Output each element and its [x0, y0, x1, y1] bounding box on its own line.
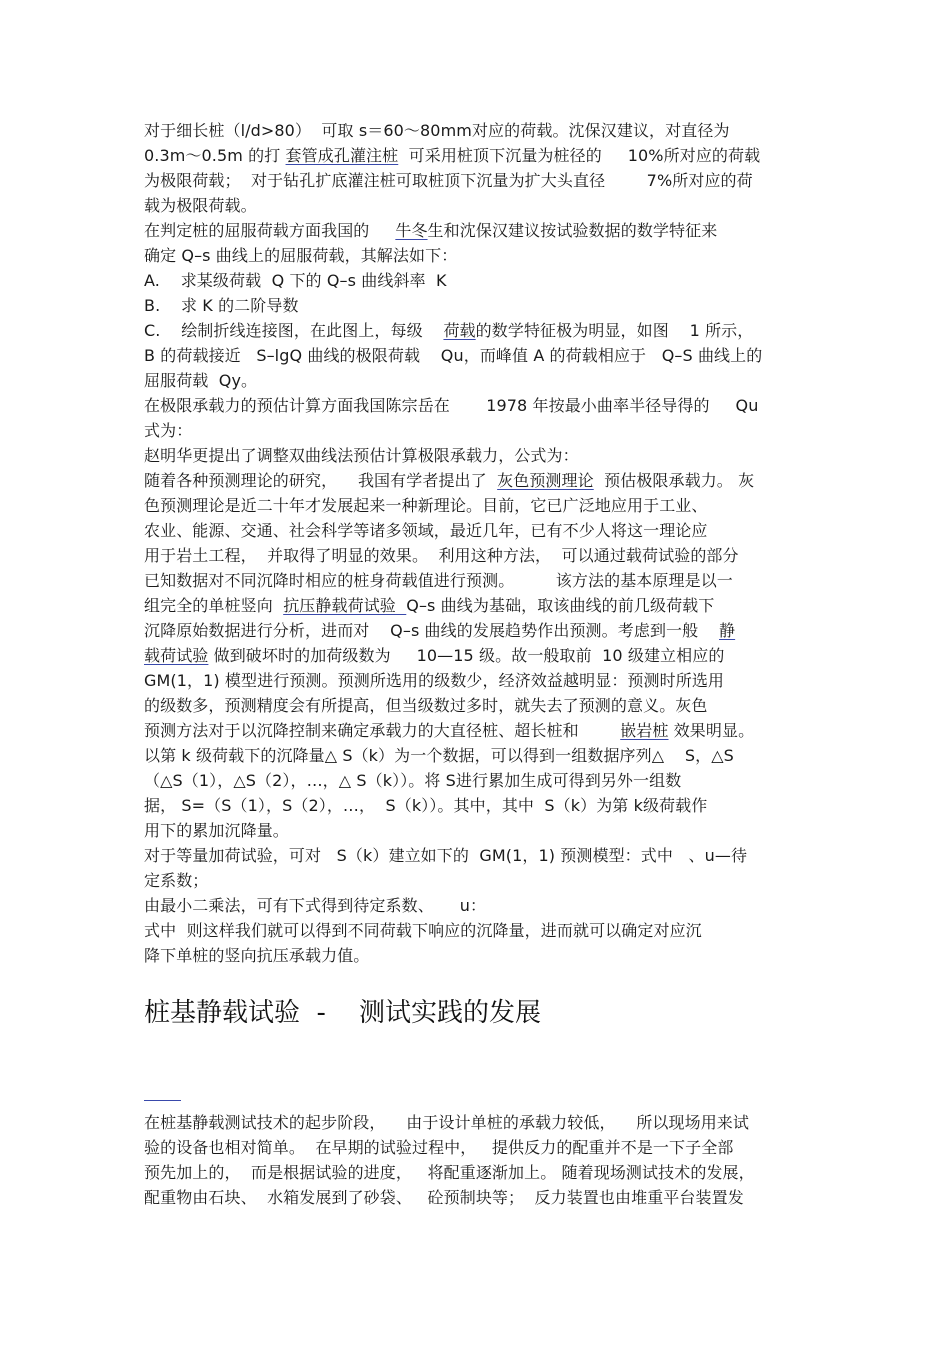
- text-line: 对于等量加荷试验，可对 S（k）建立如下的 GM(1，1) 预测模型：式中 、u—待: [144, 846, 748, 865]
- text-line: GM(1，1) 模型进行预测。预测所选用的级数少，经济效益越明显：预测时所选用: [144, 671, 725, 690]
- text-span: 效果明显。: [668, 721, 755, 740]
- text-line: [144, 643, 724, 668]
- text-line: 式为：: [144, 421, 193, 440]
- text-line: 确定 Q–s 曲线上的屈服荷载，其解法如下：: [144, 246, 458, 265]
- link-niu-dong[interactable]: 牛冬: [395, 221, 428, 240]
- text-line: 验的设备也相对简单。 在早期的试验过程中， 提供反力的配重并不是一下子全部: [144, 1138, 734, 1157]
- text-line: 以第 k 级荷载下的沉降量△ S（k）为一个数据，可以得到一组数据序列△ S，△S: [144, 746, 734, 765]
- text-line: 预先加上的， 而是根据试验的进度， 将配重逐渐加上。 随着现场测试技术的发展，: [144, 1163, 755, 1182]
- text-line: 色预测理论是近二十年才发展起来一种新理论。目前，它已广泛地应用于工业、: [144, 496, 708, 515]
- divider-rule: [144, 1100, 181, 1101]
- link-static-load-test-cont[interactable]: 载荷试验: [144, 646, 209, 665]
- text-span: 生和沈保汉建议按试验数据的数学特征来: [427, 221, 718, 240]
- text-line: [144, 718, 754, 743]
- text-line: 屈服荷载 Qy。: [144, 371, 258, 390]
- text-line: 载为极限荷载。: [144, 196, 257, 215]
- text-span: 组完全的单桩竖向: [144, 596, 284, 615]
- link-casing-bored-pile[interactable]: 套管成孔灌注桩: [285, 146, 399, 165]
- text-line: [144, 143, 760, 168]
- text-line: 配重物由石块、 水箱发展到了砂袋、 砼预制块等； 反力装置也由堆重平台装置发: [144, 1188, 744, 1207]
- link-grey-prediction-theory[interactable]: 灰色预测理论: [497, 471, 594, 490]
- link-rock-socketed-pile[interactable]: 嵌岩桩: [620, 721, 669, 740]
- text-line: 由最小二乘法，可有下式得到待定系数、 u：: [144, 896, 487, 915]
- text-span: 可采用桩顶下沉量为桩径的 10%所对应的荷载: [398, 146, 761, 165]
- text-line: 在极限承载力的预估计算方面我国陈宗岳在 1978 年按最小曲率半径导得的 Qu: [144, 396, 759, 415]
- text-span: 预测方法对于以沉降控制来确定承载力的大直径桩、超长桩和: [144, 721, 621, 740]
- text-line: 为极限荷载； 对于钻孔扩底灌注桩可取桩顶下沉量为扩大头直径 7%所对应的荷: [144, 171, 753, 190]
- text-line: 定系数；: [144, 871, 209, 890]
- text-line: [144, 618, 735, 643]
- text-line: 用于岩土工程， 并取得了明显的效果。 利用这种方法， 可以通过载荷试验的部分: [144, 546, 739, 565]
- text-span: 随着各种预测理论的研究， 我国有学者提出了: [144, 471, 498, 490]
- text-line: 用下的累加沉降量。: [144, 821, 289, 840]
- link-compression-static-load-test[interactable]: 抗压静载荷试验: [283, 596, 407, 615]
- text-span: 0.3m～0.5m 的打: [144, 146, 286, 165]
- text-line: （△S（1），△S（2），…，△ S（k））。将 S进行累加生成可得到另外一组数: [144, 771, 682, 790]
- link-load[interactable]: 荷载: [443, 321, 476, 340]
- section-heading: 桩基静载试验 - 测试实践的发展: [144, 998, 541, 1028]
- text-span: 在判定桩的屈服荷载方面我国的: [144, 221, 396, 240]
- text-span: C. 绘制折线连接图，在此图上，每级: [144, 321, 444, 340]
- text-span: 预估极限承载力。 灰: [593, 471, 755, 490]
- text-span: 沉降原始数据进行分析，进而对 Q–s 曲线的发展趋势作出预测。考虑到一般: [144, 621, 720, 640]
- text-span: 做到破坏时的加荷级数为 10—15 级。故一般取前 10 级建立相应的: [208, 646, 725, 665]
- text-line: 降下单桩的竖向抗压承载力值。: [144, 946, 370, 965]
- text-line: 农业、能源、交通、社会科学等诸多领域，最近几年，已有不少人将这一理论应: [144, 521, 708, 540]
- text-line: [144, 593, 714, 618]
- text-span: Q–s 曲线为基础，取该曲线的前几级荷载下: [406, 596, 715, 615]
- text-line: B 的荷载接近 S–lgQ 曲线的极限荷载 Qu，而峰值 A 的荷载相应于 Q–S 曲线上的: [144, 346, 763, 365]
- text-line: [144, 468, 754, 493]
- text-line: 已知数据对不同沉降时相应的桩身荷载值进行预测。 该方法的基本原理是以一: [144, 571, 733, 590]
- text-line: 式中 则这样我们就可以得到不同荷载下响应的沉降量，进而就可以确定对应沉: [144, 921, 702, 940]
- text-line: 据， S=（S（1），S（2），…， S（k））。其中，其中 S（k）为第 k级荷载作: [144, 796, 708, 815]
- text-line: 在桩基静载测试技术的起步阶段， 由于设计单桩的承载力较低， 所以现场用来试: [144, 1113, 749, 1132]
- list-item-b: B. 求 K 的二阶导数: [144, 296, 299, 315]
- text-line: 赵明华更提出了调整双曲线法预估计算极限承载力，公式为：: [144, 446, 579, 465]
- text-span: 的数学特征极为明显，如图 1 所示，: [475, 321, 754, 340]
- text-line: 的级数多，预测精度会有所提高，但当级数过多时，就失去了预测的意义。灰色: [144, 696, 708, 715]
- text-line: 对于细长桩（l/d>80） 可取 s＝60～80mm对应的荷载。沈保汉建议，对直径为: [144, 121, 730, 140]
- text-line: [144, 218, 717, 243]
- list-item-a: A. 求某级荷载 Q 下的 Q–s 曲线斜率 K: [144, 271, 447, 290]
- link-static-load-test[interactable]: 静: [719, 621, 736, 640]
- list-item-c: [144, 318, 753, 343]
